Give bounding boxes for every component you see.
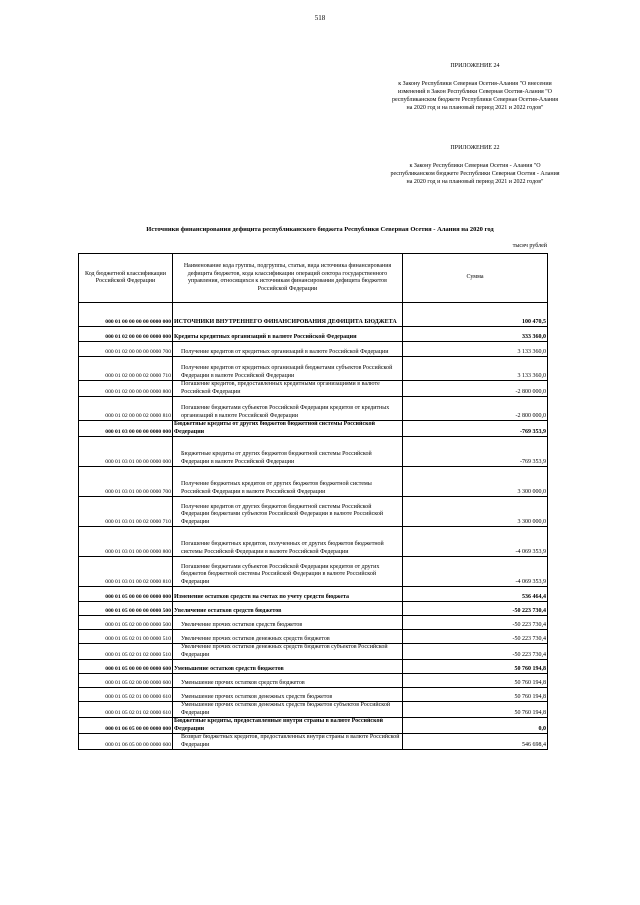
row-name: Уменьшение прочих остатков денежных средств бюджетов [173,688,403,702]
row-amount: -50 223 730,4 [403,630,548,644]
row-code: 000 01 05 02 00 00 0000 500 [79,616,173,630]
row-name: Бюджетные кредиты, предоставленные внутри страны в валюте Российской Федерации [173,718,403,734]
table-row [79,381,548,397]
appendix-22-text: к Закону Республики Северная Осетия - Алания "О республиканском бюджете Республики Северная Осетия - Алания на 2020 год и на плановый период 2021 и 2022 годов" [390,163,560,185]
row-code: 000 01 03 01 00 00 0000 000 [79,437,173,467]
table-row [79,702,548,718]
row-name: Бюджетные кредиты от других бюджетов бюджетной системы Российской Федерации [173,421,403,437]
row-code: 000 01 05 02 00 00 0000 600 [79,674,173,688]
row-name: Получение кредитов от других бюджетов бюджетной системы Российской Федерации бюджетами субъектов Российской Федерации в валюте Российской Федерации [173,497,403,527]
table-row [79,357,548,381]
row-code: 000 01 03 01 00 00 0000 700 [79,467,173,497]
table-row [79,630,548,644]
row-code: 000 01 05 00 00 00 0000 600 [79,660,173,674]
header-amount: Сумма [403,254,548,303]
row-amount: 3 300 000,0 [403,467,548,497]
document-title: Источники финансирования дефицита республиканского бюджета Республики Северная Осетия - Алания на 2020 год [146,226,494,233]
appendix-24-title: ПРИЛОЖЕНИЕ 24 [450,63,500,69]
row-amount: 536 464,4 [403,587,548,602]
row-code: 000 01 02 00 00 00 0000 000 [79,327,173,342]
row-code: 000 01 05 02 01 00 0000 610 [79,688,173,702]
row-name: Погашение бюджетных кредитов, полученных от других бюджетов бюджетной системы Российской Федерации в валюте Российской Федерации [173,527,403,557]
row-code: 000 01 02 00 00 00 0000 800 [79,381,173,397]
row-amount: -769 353,9 [403,437,548,467]
row-name: Увеличение прочих остатков денежных средств бюджетов [173,630,403,644]
row-amount: 50 760 194,8 [403,660,548,674]
row-name: Увеличение прочих остатков средств бюджетов [173,616,403,630]
table-row [79,437,548,467]
row-name: Погашение кредитов, предоставленных кредитными организациями в валюте Российской Федерации [173,381,403,397]
table-row [79,557,548,587]
table-row [79,327,548,342]
row-amount: 333 360,0 [403,327,548,342]
row-amount: -2 800 000,0 [403,397,548,421]
row-amount: -769 353,9 [403,421,548,437]
units-label: тысяч рублей [512,243,547,249]
row-code: 000 01 06 05 00 00 0000 000 [79,718,173,734]
row-code: 000 01 03 01 00 00 0000 800 [79,527,173,557]
table-row [79,644,548,660]
row-amount: 50 760 194,8 [403,702,548,718]
row-code: 000 01 03 00 00 00 0000 000 [79,421,173,437]
page-number: 518 [314,14,326,22]
row-code: 000 01 05 02 01 02 0000 610 [79,702,173,718]
row-name: Погашение бюджетами субъектов Российской Федерации кредитов от других бюджетов бюджетной системы Российской Федерации в валюте Российской Федерации [173,557,403,587]
row-name: ИСТОЧНИКИ ВНУТРЕННЕГО ФИНАНСИРОВАНИЯ ДЕФИЦИТА БЮДЖЕТА [173,303,403,327]
row-amount: -50 223 730,4 [403,602,548,616]
row-name: Бюджетные кредиты от других бюджетов бюджетной системы Российской Федерации в валюте Российской Федерации [173,437,403,467]
row-amount: 3 300 000,0 [403,497,548,527]
row-code: 000 01 06 05 00 00 0000 600 [79,734,173,750]
row-name: Уменьшение прочих остатков средств бюджетов [173,674,403,688]
row-code: 000 01 03 01 00 02 0000 710 [79,497,173,527]
row-name: Погашение бюджетами субъектов Российской Федерации кредитов от кредитных организаций в валюте Российской Федерации [173,397,403,421]
row-name: Уменьшение прочих остатков денежных средств бюджетов субъектов Российской Федерации [173,702,403,718]
row-amount: 50 760 194,8 [403,688,548,702]
table-row [79,467,548,497]
row-name: Изменение остатков средств на счетах по учету средств бюджета [173,587,403,602]
table-row [79,303,548,327]
table-header-row [79,254,548,303]
row-code: 000 01 05 00 00 00 0000 000 [79,587,173,602]
row-amount: 546 698,4 [403,734,548,750]
row-name: Увеличение остатков средств бюджетов [173,602,403,616]
row-name: Получение бюджетных кредитов от других бюджетов бюджетной системы Российской Федерации в валюте Российской Федерации [173,467,403,497]
row-code: 000 01 00 00 00 00 0000 000 [79,303,173,327]
table-row [79,734,548,750]
table-row [79,587,548,602]
row-name: Получение кредитов от кредитных организаций бюджетами субъектов Российской Федерации в валюте Российской Федерации [173,357,403,381]
table-row [79,497,548,527]
row-amount: -50 223 730,4 [403,616,548,630]
row-name: Увеличение прочих остатков денежных средств бюджетов субъектов Российской Федерации [173,644,403,660]
row-amount: -4 069 353,9 [403,557,548,587]
row-amount: -50 223 730,4 [403,644,548,660]
table-row [79,660,548,674]
row-amount: -2 800 000,0 [403,381,548,397]
row-name: Возврат бюджетных кредитов, предоставленных внутри страны в валюте Российской Федерации [173,734,403,750]
row-name: Получение кредитов от кредитных организаций в валюте Российской Федерации [173,342,403,357]
row-name: Уменьшение остатков средств бюджетов [173,660,403,674]
row-code: 000 01 05 02 01 02 0000 510 [79,644,173,660]
header-code: Код бюджетной классификации Российской Федерации [79,254,173,303]
table-row [79,342,548,357]
row-name: Кредиты кредитных организаций в валюте Российской Федерации [173,327,403,342]
row-code: 000 01 05 02 01 00 0000 510 [79,630,173,644]
table-row [79,397,548,421]
row-amount: 50 760 194,8 [403,674,548,688]
appendix-22-title: ПРИЛОЖЕНИЕ 22 [450,145,500,151]
row-code: 000 01 02 00 00 02 0000 710 [79,357,173,381]
table-row [79,602,548,616]
table-row [79,527,548,557]
row-amount: 3 133 360,0 [403,342,548,357]
table-row [79,688,548,702]
table-row [79,616,548,630]
table-row [79,674,548,688]
row-code: 000 01 02 00 00 02 0000 810 [79,397,173,421]
row-code: 000 01 05 00 00 00 0000 500 [79,602,173,616]
row-amount: 3 133 360,0 [403,357,548,381]
appendix-24-text: к Закону Республики Северная Осетия-Алания "О внесении изменений в Закон Республики Северная Осетия-Алания "О республиканском бюджете Республики Северная Осетия-Алания на 2020 год и на плановый период 2021 и 2022 годов" [391,81,559,111]
row-amount: 100 470,5 [403,303,548,327]
row-code: 000 01 03 01 00 02 0000 810 [79,557,173,587]
table-row [79,421,548,437]
row-amount: 0,0 [403,718,548,734]
sources-table [78,253,548,750]
header-name: Наименование кода группы, подгруппы, статьи, вида источника финансирования дефицита бюджетов, кода классификации операций сектора государственного управления, относящихся к источникам финансирования дефицита бюджетов Российской Федерации [173,254,403,303]
row-code: 000 01 02 00 00 00 0000 700 [79,342,173,357]
table-row [79,718,548,734]
row-amount: -4 069 353,9 [403,527,548,557]
